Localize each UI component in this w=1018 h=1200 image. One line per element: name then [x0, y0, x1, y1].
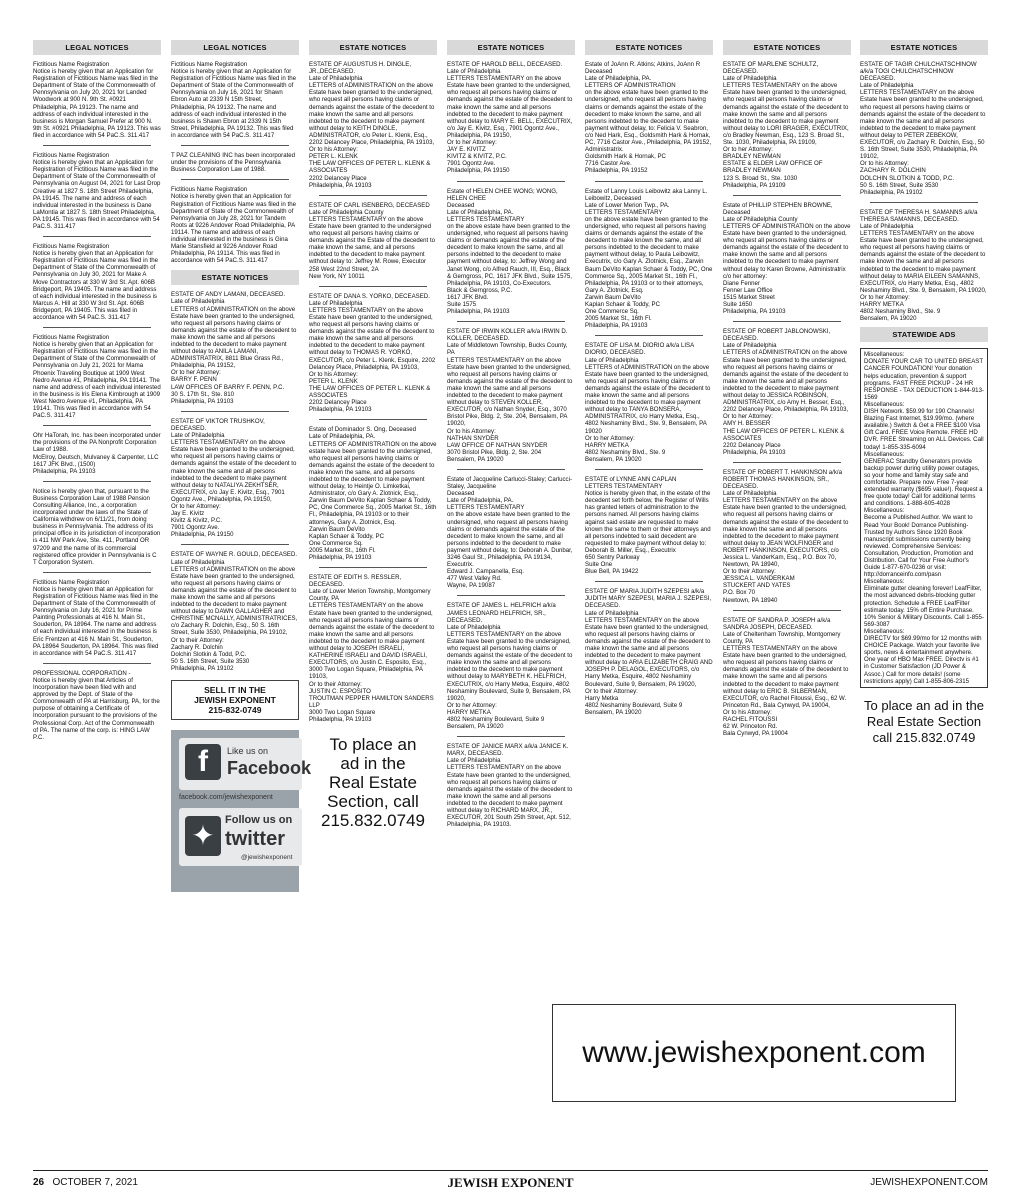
legal-notice: Ohr HaTorah, Inc. has been incorporated under the provisions of the PA Nonprofit Corporation Law of 1988. McElroy, Deutsch, Mulvaney & Carpenter, LLC 1617 JFK Blvd., (1500) Philadelphia, PA 19103	[33, 432, 161, 475]
legal-notice: Fictitious Name Registration Notice is hereby given that an Application for Registration of Fictitious Name was filed in the Department of State of the Commonwealth of Pennsylvania on July 21, 2021 for Mama Phoenix Traveling Boutique at 1909 West Nedro Avenue #1, Philadelphia, PA 19141. The name and address of each individual interested in the business is Iris Elena Kimbrough at 1909 West Nedro Avenue #1, Philadelphia, PA 19141. This was filed in accordance with 54 PaC.S. 311.417	[33, 334, 161, 420]
twitter-badge[interactable]	[179, 808, 302, 866]
estate-notice: ESTATE OF ANDY LAMANI, DECEASED. Late of Philadelphia LETTERS of ADMINISTRATION on the above Estate have been granted to the undersigned, who request all persons having claims or demands against the estate of the decedent to make known the same and all persons indebted to the decedent to make payment without delay to ANILA LAMANI, ADMINISTRATRIX, 8811 Blue Grass Rd., Philadelphia, PA 19152, Or to her Attorney: BARRY F. PENN LAW OFFICES OF BARRY F. PENN, P.C. 30 S. 17th St., Ste. 810 Philadelphia, PA 19103	[171, 291, 297, 405]
section-header: ESTATE NOTICES	[723, 40, 851, 55]
estate-notice: ESTATE OF IRWIN KOLLER a/k/a IRWIN D. KOLLER, DECEASED. Late of Middletown Township, Bucks County, PA LETTERS TESTAMENTARY on the above Estate have been granted to the undersigned, who request all persons having claims or demands against the estate of the decedent to make known the same and all persons indebted to the decedent to make payment without delay to STEVEN KOLLER, EXECUTOR, c/o Nathan Snyder, Esq., 3070 Bristol Pike, Bldg. 2, Ste. 204, Bensalem, PA 19020, Or to his Attorney: NATHAN SNYDER LAW OFFICE OF NATHAN SNYDER 3070 Bristol Pike, Bldg. 2, Ste. 204 Bensalem, PA 19020	[447, 328, 573, 463]
page-number: 26	[33, 1177, 45, 1188]
estate-notice: ESTATE OF CARL ISENBERG, DECEASED Late of Philadelphia County LETTERS TESTAMENTARY on the above Estate have been granted to the undersigned who request all persons having claims or demands against the Estate of the decedent to make known the same, and all persons indebted to the decedent to make payment without delay to: Jeffrey M. Rowe, Executor 258 West 22nd Street, 2A New York, NY 10011	[309, 201, 436, 280]
legal-notice: Notice is hereby given that, pursuant to the Business Corporation Law of 1988 Pension Consulting Alliance, Inc., a corporation incorporated under the laws of the State of California withdrew on 6/11/21, from doing business in Pennsylvania. The address of its principal office in its jurisdiction of incorporation is 411 NW Park Ave, Ste. 411, Portland OR 97209 and the name of its commercial registered office provider in Pennsylvania is C T Corporation System.	[33, 487, 162, 566]
legal-notice: T PAZ CLEANING INC has been incorporated under the provisions of the Pennsylvania Business Corporation Law of 1988.	[171, 152, 297, 174]
legal-notice: Fictitious Name Registration Notice is hereby given that an Application for Registration of Fictitious Name was filed in the Department of State of the Commonwealth of Pennsylvania on July 28, 2021 for Tandem Roots at 9226 Andover Road Philadelphia, PA 19114. The name and address of each individual interested in the business is Gina Marie Stansfield at 9226 Andover Road Philadelphia, PA 19114. This was filed in accordance with 54 PaC.S. 311.417	[171, 186, 296, 265]
call-line: Real Estate Section	[866, 713, 982, 729]
call-line: ad in the	[340, 754, 406, 774]
column-estate-5	[585, 40, 713, 716]
estate-notice: ESTATE OF THERESA H. SAMANNS a/k/a THERESA SAMANNS, DECEASED. Late of Philadelphia LETTERS TESTAMENTARY on the above Estate have been granted to the undersigned, who request all persons having claims or demands against the estate of the decedent to make known the same and all persons indebted to the decedent to make payment without delay to MARIA EILEEN SAMANNS, EXECUTRIX, c/o Harry Metka, Esq., 4802 Neshaminy Blvd., Ste. 9, Bensalem, PA 19020, Or to her Attorney: HARRY METKA 4802 Neshaminy Blvd., Ste. 9 Bensalem, PA 19020	[860, 208, 987, 323]
estate-notice: ESTATE OF VIKTOR TRUSHKOV, DECEASED. Late of Philadelphia LETTERS TESTAMENTARY on the above Estate have been granted to the undersigned, who request all persons having claims or demands against the estate of the decedent to make known the same and all persons indebted to the decedent to make payment without delay to NATALIYA ZEKHTSER, EXECUTRIX, c/o Jay E. Kivitz, Esq., 7901 Ogontz Ave., Philadelphia, PA 19150, Or to her Attorney: Jay E. Kivitz Kivitz & Kivitz, P.C. 7901 Ogontz Ave. Philadelphia, PA 19150	[171, 417, 297, 539]
estate-notice: ESTATE OF LISA M. DIORIO a/k/a LISA DIORIO, DECEASED. Late of Philadelphia LETTERS of ADMINISTRATION on the above Estate have been granted to the undersigned, who request all persons having claims or demands against the estate of the decedent to make known the same and all persons indebted to the decedent to make payment without delay to TANYA BONSERA, ADMINISTRATRIX, c/o Harry Metka, Esq., 4802 Neshaminy Blvd., Ste. 9, Bensalem, PA 19020 Or to her Attorney: HARRY METKA 4802 Neshaminy Blvd., Ste. 9 Bensalem, PA 19020	[585, 342, 711, 463]
follow-us-text: Follow us on	[225, 814, 293, 827]
section-header: ESTATE NOTICES	[447, 40, 575, 55]
call-line: To place an	[329, 735, 417, 755]
section-header: LEGAL NOTICES	[171, 40, 299, 55]
column-estate-7	[860, 40, 988, 746]
footer-site[interactable]: JEWISHEXPONENT.COM	[870, 1177, 988, 1188]
legal-notice: Fictitious Name Registration Notice is hereby given that an Application for Registration of Fictitious Name was filed in the Department of State of the Commonwealth of Pennsylvania on July 20, 2021 for Landed Woodwork at 900 N. 9th St. #0921 Philadelphia, PA 19123. The name and address of each individual interested in the business is Morgan Samuel Prefer at 900 N. 9th St. #0921 Philadelphia, PA 19123. This was filed in accordance with 54 PaC.S. 311.417	[33, 61, 161, 139]
column-estate-6	[723, 40, 851, 737]
estate-notice: ESTATE OF ROBERT JABLONOWSKI, DECEASED. Late of Philadelphia LETTERS of ADMINISTRATION on the above Estate have been granted to the undersigned, who request all persons having claims or demands against the estate of the decedent to make known the same and all persons indebted to the decedent to make payment without delay to JESSICA ROBINSON, ADMINISTRATRIX, c/o Amy H. Besser, Esq., 2202 Delancey Place, Philadelphia, PA 19103, Or to her Attorney: AMY H. BESSER THE LAW OFFICES OF PETER L. KLENK & ASSOCIATES 2202 Delancey Place Philadelphia, PA 19103	[723, 328, 849, 456]
estate-notice: ESTATE OF HAROLD BELL, DECEASED. Late of Philadelphia LETTERS TESTAMENTARY on the above Estate have been granted to the undersigned, who request all persons having claims or demands against the estate of the decedent to make known the same and all persons indebted to the decedent to make payment without delay to MARY E. BELL, EXECUTRIX, c/o Jay E. Kivitz, Esq., 7901 Ogontz Ave., Philadelphia, PA 19150, Or to her Attorney: JAY E. KIVITZ KIVITZ & KIVITZ, P.C. 7901 Ogontz Ave. Philadelphia, PA 19150	[447, 61, 573, 175]
estate-notice: ESTATE OF JAMES L. HELFRICH a/k/a JAMES LEONARD HELFRICH, SR., DECEASED. Late of Philadelphia LETTERS TESTAMENTARY on the above Estate have been granted to the undersigned, who request all persons having claims or demands against the estate of the decedent to make known the same and all persons indebted to the decedent to make payment without delay to MARYBETH K. HELFRICH, EXECUTRIX, c/o Harry Metka, Esquire, 4802 Neshaminy Boulevard, Suite 9, Bensalem, PA 19020, Or to her Attorney: HARRY METKA 4802 Neshaminy Boulevard, Suite 9 Bensalem, PA 19020	[447, 602, 573, 731]
social-promo	[171, 730, 312, 892]
call-line: Section, call	[327, 792, 419, 812]
estate-notice: Estate of Dominador S. Ong, Deceased Late of Philadelphia, PA. LETTERS OF ADMINISTRATION on the above estate have been granted to the undersigned, who request all persons having claims or demands against the estate of the decedent to make known the same, and all persons indebted to the decedent to make payment without delay, to Heintje O. Limketkai, Administrator, c/o Gary A. Zlotnick, Esq., Zarwin Baum DeVito Kaplan Schaer & Toddy, PC, One Commerce Sq., 2005 Market St., 16th Fl., Philadelphia, PA 19103 or to their attorneys, Gary A. Zlotnick, Esq. Zarwin Baum DeVito Kaplan Schaer & Toddy, PC One Commerce Sq. 2005 Market St., 16th Fl. Philadelphia, PA 19103	[309, 426, 437, 561]
call-line: call 215.832.0749	[872, 729, 976, 745]
call-phone: 215.832.0749	[321, 811, 425, 831]
legal-notice: PROFESSIONAL CORPORATION - Notice is hereby given that Articles of Incorporation have been filed with and approved by the Dept. of State of the Commonwealth of PA at Harrisburg, PA, for the purpose of obtaining a Certificate of Incorporation pursuant to the provisions of the Professional Corp. Act of the Commonwealth of PA. The name of the corp. is: HING LAW P.C.	[33, 669, 160, 741]
call-line: Real Estate	[329, 773, 417, 793]
estate-notice: Estate of JoAnn R. Atkins; Atkins, JoAnn R Deceased Late of Philadelphia, PA. LETTERS OF ADMINISTRATION on the above estate have been granted to the undersigned, who request all persons having claims or demands against the estate of the decedent to make known the same, and all persons indebted to the decedent to make payment without delay, to: Felicia V. Seabron, c/o Ned Hark, Esq., Goldsmith Hark & Hornak, PC, 7716 Castor Ave., Philadelphia, PA 19152, Administratrix. Goldsmith Hark & Hornak, PC 7716 Castor Ave. Philadelphia, PA 19152	[585, 61, 712, 175]
issue-date: OCTOBER 7, 2021	[52, 1177, 138, 1188]
sell-line-2: JEWISH EXPONENT	[194, 695, 276, 706]
estate-notice: Estate of HELEN CHEE WONG; WONG, HELEN CHEE Deceased Late of Philadelphia, PA. LETTERS TESTAMENTARY on the above estate have been granted to the undersigned, who request all persons having claims or demands against the estate of the decedent to make known the same, and all persons indebted to the decedent to make payment without delay, to: Jeffrey Wong and Janet Wong, c/o Alfred Rauch, III, Esq., Black & Gerngross, PC, 1617 JFK Blvd., Suite 1575, Philadelphia, PA 19103, Co-Executors. Black & Gerngross, P.C. 1617 JFK Blvd. Suite 1575 Philadelphia, PA 19103	[447, 187, 572, 316]
estate-notice: ESTATE OF SANDRA P. JOSEPH a/k/a SANDRA JOSEPH, DECEASED. Late of Cheltenham Township, Montgomery County, PA LETTERS TESTAMENTARY on the above Estate have been granted to the undersigned, who request all persons having claims or demands against the estate of the decedent to make known the same and all persons indebted to the decedent to make payment without delay to ERIC B. SILBERMAN, EXECUTOR, c/o Rachel Fitoussi, Esq., 62 W. Princeton Rd., Bala Cynwyd, PA 19004, Or to his Attorney: RACHEL FITOUSSI 62 W. Princeton Rd. Bala Cynwyd, PA 19004	[723, 616, 849, 738]
estate-notice: ESTATE OF DANA S. YORKO, DECEASED. Late of Philadelphia LETTERS TESTAMENTARY on the above Estate have been granted to the undersigned, who request all persons having claims or demands against the estate of the decedent to make known the same and all persons indebted to the decedent to make payment without delay to THOMAS R. YORKO, EXECUTOR, c/o Peter L. Klenk, Esquire, 2202 Delancey Place, Philadelphia, PA 19103, Or to his Attorney: PETER L. KLENK THE LAW OFFICES OF PETER L. KLENK & ASSOCIATES 2202 Delancey Place Philadelphia, PA 19103	[309, 292, 436, 414]
legal-notice: Fictitious Name Registration Notice is hereby given that an Application for Registration of Fictitious Name was filed in the Department of State of the Commonwealth of Pennsylvania on August 04, 2021 for Last Drop Creative at 1827 S. 18th Street Philadelphia, PA 19145. The name and address of each individual interested in the business is Dane LaMontia at 1827 S. 18th Street Philadelphia, PA 19145. This was filed in accordance with 54 PaC.S. 311.417	[33, 152, 161, 230]
estate-notice: ESTATE OF MARIA JUDITH SZEPESI a/k/a JUDITH MARY SZEPESI, MARIA J. SZEPESI, DECEASED. Late of Philadelphia LETTERS TESTAMENTARY on the above Estate have been granted to the undersigned, who request all persons having claims or demands against the estate of the decedent to make known the same and all persons indebted to the decedent to make payment without delay to ARIA ELIZABETH CRAIG AND JOSEPH P. DELAGOL, EXECUTORS, c/o Harry Metka, Esquire, 4802 Neshaminy Boulevard, Suite 9, Bensalem, PA 19020, Or to their Attorney: Harry Metka 4802 Neshaminy Boulevard, Suite 9 Bensalem, PA 19020	[585, 588, 713, 716]
estate-notice: Estate of Jacqueline Carlucci-Staley; Carlucci-Staley, Jacqueline Deceased Late of Philadelphia, PA. LETTERS TESTAMENTARY on the above estate have been granted to the undersigned, who request all persons having claims or demands against the estate of the decedent to make known the same, and all persons indebted to the decedent to make payment without delay, to: Deborah A. Dunbar, 3246 Gaul St., Philadelphia, PA 19134, Executrix. Edward J. Campanella, Esq. 477 West Valley Rd. Wayne, PA 19087	[447, 475, 573, 590]
twitter-handle: @jewishexponent	[241, 854, 293, 862]
paper-name: JEWISH EXPONENT	[447, 1175, 574, 1190]
section-header: ESTATE NOTICES	[585, 40, 713, 55]
column-estate-4	[447, 40, 575, 828]
estate-notice: ESTATE of LYNNE ANN CAPLAN LETTERS TESTAMENTARY Notice is hereby given that, in the estate of the decedent set forth below, the Register of Wills has granted letters of administration to the persons named. All persons having claims against said estate are requested to make known the same to them or their attorneys and all persons indebted to said decedent are requested to make payment without delay to: Deborah B. Miller, Esq., Executrix 650 Sentry Parkway Suite One Blue Bell, PA 19422	[585, 475, 711, 576]
legal-notice: Fictitious Name Registration Notice is hereby given that an Application for Registration of Fictitious Name was filed in the Department of State of the Commonwealth of Pennsylvania on July 16, 2021 for Shawn Ebron Auto at 2339 N 15th Street, Philadelphia, PA 19132. The name and address of each individual interested in the business is Shawn Ebron at 2339 N 15th Street, Philadelphia, PA 19132. This was filed in accordance with 54 PaC.S. 311.417	[171, 61, 296, 139]
twitter-text: twitter	[225, 828, 285, 851]
section-header: ESTATE NOTICES	[309, 40, 437, 55]
estate-notice: ESTATE OF AUGUSTUS H. DINGLE, JR.,DECEASED. Late of Philadelphia LETTERS of ADMINISTRATION on the above Estate have been granted to the undersigned, who request all persons having claims or demands against the estate of the decedent to make known the same and all persons indebted to the decedent to make payment without delay to KEITH DINGLE, ADMINISTRATOR, c/o Peter L. Klenk, Esq., 2202 Delancey Place, Philadelphia, PA 19103, Or to his Attorney: PETER L. KLENK THE LAW OFFICES OF PETER L. KLENK & ASSOCIATES 2202 Delancey Place Philadelphia, PA 19103	[309, 61, 435, 189]
call-line: To place an ad in the	[864, 697, 984, 713]
section-header: ESTATE NOTICES	[171, 270, 299, 285]
estate-notice: ESTATE OF EDITH S. RESSLER, DECEASED. Late of Lower Merion Township, Montgomery County, PA LETTERS TESTAMENTARY on the above Estate have been granted to the undersigned, who request all persons having claims or demands against the estate of the decedent to make known the same and all persons indebted to the decedent to make payment without delay to JOSEPH ISRAELI, KATHERINE ISRAELI and DAVID ISRAELI, EXECUTORS, c/o Justin C. Esposito, Esq., 3000 Two Logan Square, Philadelphia, PA 19103, Or to their Attorney: JUSTIN C. ESPOSITO TROUTMAN PEPPER HAMILTON SANDERS LLP 3000 Two Logan Square Philadelphia, PA 19103	[309, 574, 435, 723]
estate-notice: ESTATE OF TAGIR CHULCHATSCHINOW a/k/a TOGI CHULCHATSCHINOW DECEASED. Late of Philadelphia LETTERS TESTAMENTARY on the above Estate have been granted to the undersigned, who request all persons having claims or demands against the estate of the decedent to make known the same and all persons indebted to the decedent to make payment without delay to PETER ZEBEKOW, EXECUTOR, c/o Zachary R. Dolchin, Esq., 50 S. 16th Street, Suite 3530, Philadelphia, PA 19102, Or to his Attorney: ZACHARY R. DOLCHIN DOLCHIN SLOTKIN & TODD, P.C. 50 S. 16th Street, Suite 3530 Philadelphia, PA 19102	[860, 61, 986, 196]
estate-notice: Estate of Lanny Louis Leibowitz aka Lanny L. Leibowitz, Deceased Late of Lower Merion Twp., PA. LETTERS TESTAMENTARY on the above estate have been granted to the undersigned, who request all persons having claims or demands against the estate of the decedent to make known the same, and all persons indebted to the decedent to make payment without delay, to Paula Leibowitz, Executrix, c/o Gary A. Zlotnick, Esq., Zarwin Baum DeVito Kaplan Schaer & Toddy, PC, One Commerce Sq., 2005 Market St., 16th Fl., Philadelphia, PA 19103 or to their attorneys, Gary A. Zlotnick, Esq. Zarwin Baum DeVito Kaplan Schaer & Toddy, PC One Commerce Sq. 2005 Market St., 16th Fl. Philadelphia, PA 19103	[585, 187, 713, 330]
estate-notice: ESTATE OF WAYNE R. GOULD, DECEASED. Late of Philadelphia LETTERS of ADMINISTRATION on the above Estate have been granted to the undersigned, who request all persons having claims or demands against the estate of the decedent to make known the same and all persons indebted to the decedent to make payment without delay to DAWN GALLAGHER and CHRISTINE MCNALLY, ADMINISTRATRICES, c/o Zachary R. Dolchin, Esq., 50 S. 16th Street, Suite 3530, Philadelphia, PA 19102, Or to their Attorney: Zachary R. Dolchin Dolchin Slotkin & Todd, P.C. 50 S. 16th Street, Suite 3530 Philadelphia, PA 19102	[171, 551, 298, 672]
legal-notice: Fictitious Name Registration Notice is hereby given that an Application for Registration of Fictitious Name was filed in the Department of State of the Commonwealth of Pennsylvania on July 30, 2021 for Make A Move Contractors at 330 W 3rd St. Apt. 606B Bridgeport, PA 19405. The name and address of each individual interested in the business is Marcus A. Hill at 330 W 3rd St. Apt. 606B Bridgeport, PA 19405. This was filed in accordance with 54 PaC.S. 311.417	[33, 243, 158, 321]
estate-notice: ESTATE OF ROBERT T. HANKINSON a/k/a ROBERT THOMAS HANKINSON, SR., DECEASED. Late of Philadelphia LETTERS TESTAMENTARY on the above Estate have been granted to the undersigned, who request all persons having claims or demands against the estate of the decedent to make known the same and all persons indebted to the decedent to make payment without delay to JEAN WOLFINGER and ROBERT HANKINSON, EXECUTORS, c/o Jessica L. VanderKam, Esq., P.O. Box 70, Newtown, PA 18940, Or to their Attorney: JESSICA L. VANDERKAM STUCKERT AND YATES P.O. Box 70 Newtown, PA 18940	[723, 468, 849, 604]
like-us-text: Like us on	[227, 746, 269, 757]
column-legal-1	[33, 40, 161, 741]
page-footer	[33, 1170, 988, 1193]
section-header: STATEWIDE ADS	[860, 327, 988, 342]
statewide-ads: Miscellaneous: DONATE YOUR CAR TO UNITED BREAST CANCER FOUNDATION! Your donation helps education, prevention & support programs. FAST FREE PICKUP - 24 HR RESPONSE - TAX DEDUCTION 1-844-913-1569 Miscellaneous: DISH Network. $59.99 for 190 Channels! Blazing Fast Internet, $19.99/mo. (where available.) Switch & Get a FREE $100 Visa Gift Card. FREE Voice Remote. FREE HD DVR. FREE Streaming on ALL Devices. Call today! 1-855-335-6094 Miscellaneous: GENERAC Standby Generators provide backup power during utility power outages, so your home and family stay safe and comfortable. Prepare now. Free 7-year extended warranty ($695 value!). Request a free quote today! Call for additional terms and conditions. 1-888-605-4028 Miscellaneous: Become a Published Author. We want to Read Your Book! Dorrance Publishing-Trusted by Authors Since 1920 Book manuscript submissions currently being reviewed. Comprehensive Services: Consultation, Production, Promotion and Distribution. Call for Your Free Author's Guide 1-877-670-0236 or visit: http://dorranceinfo.com/pasn Miscellaneous: Eliminate gutter cleaning forever! LeafFilter, the most advanced debris-blocking gutter protection. Schedule a FREE LeafFilter estimate today. 15% off Entire Purchase. 10% Senior & Military Discounts. Call 1-855-569-3087 Miscellaneous: DIRECTV for $69.99/mo for 12 months with CHOICE Package. Watch your favorite live sports, news & entertainment anywhere. One year of HBO Max FREE. Directv is #1 in Customer Satisfaction (JD Power & Assoc.) Call for more details! (some restrictions apply) Call 1-855-806-2315	[864, 351, 984, 685]
facebook-url[interactable]: facebook.com/jewishexponent	[179, 794, 273, 802]
twitter-bird-icon: ✦	[185, 816, 221, 856]
column-estate-3	[309, 40, 437, 830]
estate-notice: Estate of PHILLIP STEPHEN BROWNE, Deceased Late of Philadelphia County LETTERS OF ADMINISTRATION on the above Estate have been granted to the undersigned, who request all persons having claims or demands against the estate of the decedent to make known the same and all persons indebted to the decedent to make payment without delay to Karen Browne, Administratrix c/o her attorney: Diane Fenner Fenner Law Office 1515 Market Street Suite 1650 Philadelphia, PA 19103	[723, 201, 851, 316]
estate-notice: ESTATE OF MARLENE SCHULTZ, DECEASED. Late of Philadelphia LETTERS TESTAMENTARY on the above Estate have been granted to the undersigned, who request all persons having claims or demands against the estate of the decedent to make known the same and all persons indebted to the decedent to make payment without delay to LORI BRAGER, EXECUTRIX, c/o Bradley Newman, Esq., 123 S. Broad St., Ste. 1030, Philadelphia, PA 19109, Or to her Attorney: BRADLEY NEWMAN ESTATE & ELDER LAW OFFICE OF BRADLEY NEWMAN 123 S. Broad St., Ste. 1030 Philadelphia, PA 19109	[723, 61, 849, 189]
estate-notice: ESTATE OF JANICE MARX a/k/a JANICE K. MARX, DECEASED. Late of Philadelphia LETTERS TESTAMENTARY on the above Estate have been granted to the undersigned, who request all persons having claims or demands against the estate of the decedent to make known the same and all persons indebted to the decedent to make payment without delay to RICHARD MARX, JR., EXECUTOR, 201 South 25th Street, Apt. 512, Philadelphia, PA 19103.	[447, 743, 573, 829]
newspaper-page	[33, 40, 988, 1150]
legal-notice: Fictitious Name Registration Notice is hereby given that an Application for Registration of Fictitious Name was filed in the Department of State of the Commonwealth of Pennsylvania on July 16, 2021 for Prime Painting Professionals at 416 N. Main St., Souderton, PA 18964. The name and address of each individual interested in the business is Eric Frentzen at 416 N. Main St., Souderton, PA 18964 Souderton, PA 18964. This was filed in accordance with 54 PaC.S. 311.417	[33, 578, 159, 657]
real-estate-ad-call-2	[860, 698, 988, 746]
column-legal-2	[171, 40, 312, 892]
website-banner[interactable]: www.jewishexponent.com	[552, 1004, 956, 1102]
facebook-text: Facebook	[227, 758, 312, 779]
sell-line-1: SELL IT IN THE	[204, 685, 266, 696]
facebook-icon: f	[185, 744, 221, 780]
section-header: ESTATE NOTICES	[860, 40, 988, 55]
sell-it-box	[171, 680, 299, 720]
facebook-badge[interactable]	[179, 738, 312, 790]
statewide-ads-box	[860, 348, 988, 687]
real-estate-ad-call	[309, 735, 437, 830]
section-header: LEGAL NOTICES	[33, 40, 161, 55]
sell-phone: 215-832-0749	[208, 705, 262, 716]
